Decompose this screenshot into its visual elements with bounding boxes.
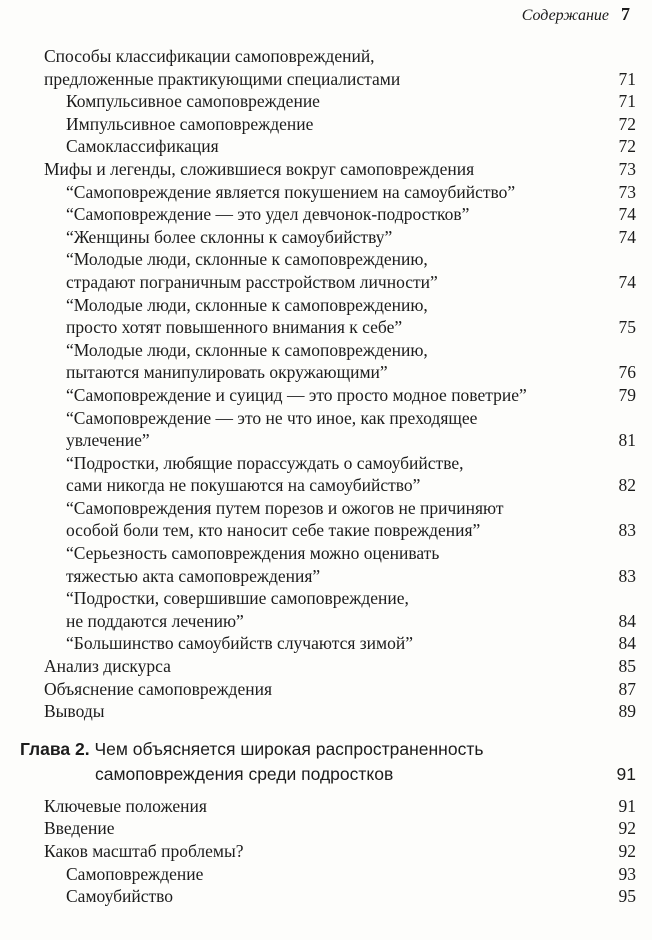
toc-entry-line: “Подростки, любящие порассуждать о самоубийстве,	[66, 452, 464, 473]
toc-list-chapter-1	[0, 45, 652, 723]
toc-entry-page-number: 81	[618, 430, 636, 451]
toc-entry-title	[0, 407, 652, 452]
toc-entry-title	[0, 226, 652, 249]
toc-entry-page-number: 72	[618, 136, 636, 157]
toc-entry	[0, 248, 652, 293]
toc-entry-line: Объяснение самоповреждения	[44, 678, 272, 699]
toc-entry-line: Самоповреждение	[66, 863, 204, 884]
toc-entry-line: просто хотят повышенного внимания к себе”	[66, 317, 403, 338]
toc-entry	[0, 339, 652, 384]
toc-entry	[0, 452, 652, 497]
toc-entry-title	[0, 294, 652, 339]
toc-entry-line: Выводы	[44, 701, 105, 722]
toc-entry-line: “Самоповреждение и суицид — это просто модное поветрие”	[66, 384, 527, 405]
toc-entry-line: “Серьезность самоповреждения можно оценивать	[66, 543, 440, 564]
toc-entry	[0, 632, 652, 655]
toc-entry-title	[0, 452, 652, 497]
toc-entry-page-number: 72	[618, 113, 636, 134]
toc-entry-page-number: 79	[618, 384, 636, 405]
toc-list-chapter-2	[0, 795, 652, 908]
toc-entry-line: Каков масштаб проблемы?	[44, 841, 244, 861]
toc-entry-line: пытаются манипулировать окружающими”	[66, 362, 388, 383]
toc-entry-line: особой боли тем, кто наносит себе такие повреждения”	[66, 520, 481, 541]
toc-entry-line: Компульсивное самоповреждение	[66, 91, 320, 112]
chapter-label: Глава 2.	[20, 738, 90, 759]
toc-entry-line: “Молодые люди, склонные к самоповреждению,	[66, 294, 428, 315]
toc-entry	[0, 700, 652, 723]
toc-entry	[0, 90, 652, 113]
toc-entry-title	[0, 384, 652, 407]
toc-entry-title	[0, 542, 652, 587]
toc-entry-title	[0, 497, 652, 542]
toc-entry-page-number: 73	[618, 158, 636, 179]
toc-entry-page-number: 92	[618, 841, 636, 861]
toc-entry-line: “Молодые люди, склонные к самоповреждению,	[66, 339, 428, 360]
toc-entry-title	[0, 135, 652, 158]
toc-entry	[0, 226, 652, 249]
toc-entry-title	[0, 158, 652, 181]
toc-entry-line: Анализ дискурса	[44, 656, 171, 677]
toc-entry	[0, 678, 652, 701]
toc-entry-line: Импульсивное самоповреждение	[66, 113, 314, 134]
toc-entry	[0, 817, 652, 840]
toc-entry-page-number: 95	[618, 886, 636, 907]
toc-entry-title	[0, 655, 652, 678]
toc-entry	[0, 840, 652, 863]
toc-entry-line: предложенные практикующими специалистами	[44, 68, 401, 89]
toc-entry-line: “Молодые люди, склонные к самоповреждению,	[66, 249, 428, 270]
toc-entry-title	[0, 863, 652, 886]
toc-entry	[0, 45, 652, 90]
toc-entry	[0, 795, 652, 818]
toc-entry-title	[0, 885, 652, 908]
toc-entry-title	[0, 795, 652, 818]
toc-entry-line: “Самоповреждения путем порезов и ожогов не причиняют	[66, 497, 504, 518]
toc-entry-title	[0, 203, 652, 226]
toc-entry-title	[0, 587, 652, 632]
toc-entry-line: “Самоповреждение является покушением на самоубийство”	[66, 181, 516, 202]
toc-entry	[0, 407, 652, 452]
toc-entry	[0, 542, 652, 587]
toc-entry	[0, 181, 652, 204]
toc-entry-page-number: 83	[618, 565, 636, 586]
toc-entry-title	[0, 339, 652, 384]
chapter-page-number: 91	[616, 763, 636, 784]
toc-entry	[0, 885, 652, 908]
table-of-contents	[0, 45, 652, 908]
toc-entry-page-number: 76	[618, 362, 636, 383]
chapter-title-line1: Чем объясняется широкая распространенность	[94, 738, 484, 759]
toc-entry-title	[0, 817, 652, 840]
toc-entry-line: “Большинство самоубийств случаются зимой”	[66, 633, 414, 654]
toc-entry-line: “Самоповреждение — это не что иное, как преходящее	[66, 407, 478, 428]
toc-entry-page-number: 74	[618, 271, 636, 292]
toc-entry-title	[0, 113, 652, 136]
toc-entry-page-number: 82	[618, 475, 636, 496]
toc-entry-page-number: 84	[618, 610, 636, 631]
toc-entry-line: не поддаются лечению”	[66, 610, 244, 631]
toc-entry-line: Мифы и легенды, сложившиеся вокруг самоповреждения	[44, 158, 475, 179]
toc-entry-line: “Женщины более склонны к самоубийству”	[66, 226, 393, 247]
toc-entry	[0, 384, 652, 407]
toc-entry-line: страдают пограничным расстройством личности”	[66, 271, 438, 292]
toc-entry-page-number: 84	[618, 633, 636, 654]
toc-entry-page-number: 75	[618, 317, 636, 338]
toc-entry-title	[0, 248, 652, 293]
toc-entry-page-number: 71	[618, 91, 636, 112]
toc-entry	[0, 294, 652, 339]
toc-entry-line: “Самоповреждение — это удел девчонок-подростков”	[66, 204, 470, 225]
toc-entry-page-number: 89	[618, 701, 636, 722]
toc-entry	[0, 863, 652, 886]
toc-entry	[0, 135, 652, 158]
toc-entry-page-number: 92	[618, 818, 636, 839]
toc-entry-line: тяжестью акта самоповреждения”	[66, 565, 321, 586]
toc-entry-page-number: 83	[618, 520, 636, 541]
toc-entry-line: Способы классификации самоповреждений,	[44, 46, 375, 66]
toc-entry-line: Введение	[44, 818, 115, 839]
toc-entry-page-number: 85	[618, 656, 636, 677]
toc-entry-page-number: 73	[618, 181, 636, 202]
toc-entry-line: Ключевые положения	[44, 795, 207, 816]
toc-entry-page-number: 71	[618, 68, 636, 89]
chapter-title-line2: самоповреждения среди подростков	[95, 763, 394, 784]
header-page-number: 7	[621, 4, 630, 24]
toc-entry-title	[0, 181, 652, 204]
toc-entry-title	[0, 45, 652, 90]
toc-entry-title	[0, 632, 652, 655]
toc-entry-line: Самоклассификация	[66, 136, 219, 157]
toc-entry	[0, 497, 652, 542]
toc-entry	[0, 113, 652, 136]
toc-entry-page-number: 91	[618, 795, 636, 816]
toc-entry-title	[0, 678, 652, 701]
toc-entry-title	[0, 90, 652, 113]
toc-entry	[0, 587, 652, 632]
toc-entry-line: сами никогда не покушаются на самоубийство”	[66, 475, 421, 496]
toc-entry	[0, 203, 652, 226]
header-section-title: Содержание	[521, 7, 609, 24]
toc-entry-page-number: 74	[618, 204, 636, 225]
toc-entry-title	[0, 840, 652, 863]
toc-entry-page-number: 74	[618, 226, 636, 247]
toc-entry-page-number: 93	[618, 863, 636, 884]
toc-entry-page-number: 87	[618, 678, 636, 699]
toc-entry	[0, 158, 652, 181]
toc-entry-line: “Подростки, совершившие самоповреждение,	[66, 588, 409, 609]
toc-entry-title	[0, 700, 652, 723]
toc-chapter-2	[0, 737, 652, 787]
toc-entry	[0, 655, 652, 678]
toc-entry-line: Самоубийство	[66, 886, 174, 907]
toc-entry-line: увлечение”	[66, 430, 150, 451]
running-header	[522, 4, 630, 25]
